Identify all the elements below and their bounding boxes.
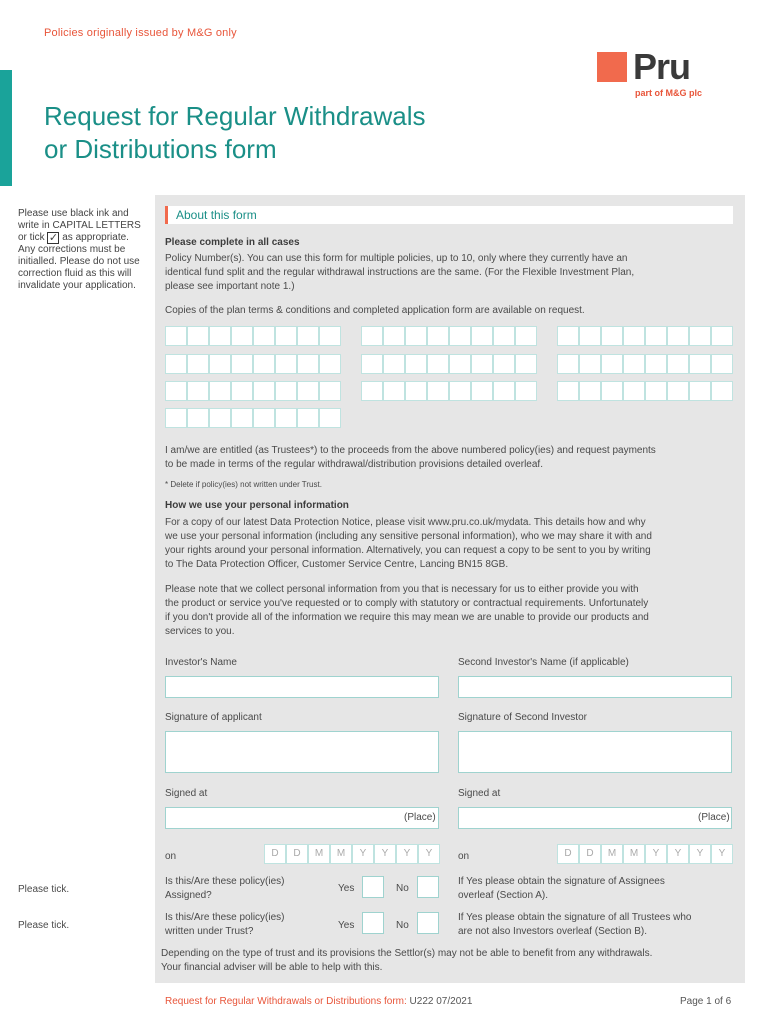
policy-number-3[interactable] bbox=[557, 326, 733, 346]
privacy-line-2: we use your personal information (including any sensitive personal information), who we may share it with and bbox=[165, 531, 652, 542]
page-title bbox=[44, 100, 426, 166]
tick-icon: ✓ bbox=[48, 232, 59, 244]
please-tick-2: Please tick. bbox=[18, 920, 70, 931]
policy-number-9[interactable] bbox=[557, 381, 733, 401]
signed-at-input-2[interactable] bbox=[458, 807, 732, 829]
signature-second-label: Signature of Second Investor bbox=[458, 712, 587, 723]
policy-number-1[interactable] bbox=[165, 326, 341, 346]
place-label-1: (Place) bbox=[404, 812, 436, 823]
privacy-line-3: your rights around your personal information. Alternatively, you can request a copy to be sent to you by writing bbox=[165, 545, 651, 556]
policy-number-7[interactable] bbox=[165, 381, 341, 401]
logo-word: Pru bbox=[633, 46, 691, 87]
instructions-a: Please use black ink and write in CAPITAL LETTERS or tick bbox=[18, 208, 141, 243]
delete-note: * Delete if policy(ies) not written under Trust. bbox=[165, 480, 322, 489]
pru-logo bbox=[597, 46, 727, 100]
title-line-1: Request for Regular Withdrawals bbox=[44, 101, 426, 131]
signature-applicant-box[interactable] bbox=[165, 731, 439, 773]
q1-line-2: Assigned? bbox=[165, 890, 212, 901]
q1-yes-checkbox[interactable] bbox=[362, 876, 384, 898]
signature-applicant-label: Signature of applicant bbox=[165, 712, 262, 723]
q2-note-line-1: If Yes please obtain the signature of all Trustees who bbox=[458, 912, 692, 923]
policy-para-2: identical fund split and the regular withdrawal instructions are the same. (For the Flexible Investment Plan, bbox=[165, 267, 635, 278]
signature-second-box[interactable] bbox=[458, 731, 732, 773]
q1-no-checkbox[interactable] bbox=[417, 876, 439, 898]
side-instructions bbox=[18, 208, 148, 292]
collect-line-2: the product or service you've requested or to comply with statutory or contractual requirements. Unfortunately bbox=[165, 598, 649, 609]
policy-number-8[interactable] bbox=[361, 381, 537, 401]
signed-at-input-1[interactable] bbox=[165, 807, 439, 829]
q1-note-line-1: If Yes please obtain the signature of Assignees bbox=[458, 876, 665, 887]
policy-number-6[interactable] bbox=[557, 354, 733, 374]
footer-form-name bbox=[165, 996, 472, 1007]
section-marker bbox=[165, 206, 168, 224]
closing-line-2: Your financial adviser will be able to help with this. bbox=[161, 962, 383, 973]
q1-note-line-2: overleaf (Section A). bbox=[458, 890, 549, 901]
date-input-2[interactable]: D D M M Y Y Y Y bbox=[557, 844, 733, 864]
signed-at-label-1: Signed at bbox=[165, 788, 208, 799]
copies-para: Copies of the plan terms & conditions and completed application form are available on request. bbox=[165, 305, 585, 316]
q2-yes-checkbox[interactable] bbox=[362, 912, 384, 934]
policy-number-4[interactable] bbox=[165, 354, 341, 374]
policy-number-10[interactable] bbox=[165, 408, 341, 428]
logo-square bbox=[597, 52, 627, 82]
subheading: Please complete in all cases bbox=[165, 237, 300, 248]
q1-no-label: No bbox=[396, 883, 409, 894]
q1-line-1: Is this/Are these policy(ies) bbox=[165, 876, 285, 887]
logo-subtitle: part of M&G plc bbox=[635, 88, 702, 98]
accent-bar bbox=[0, 70, 12, 186]
entitled-line-1: I am/we are entitled (as Trustees*) to the proceeds from the above numbered policy(ies) and request payments bbox=[165, 445, 656, 456]
q1-yes-label: Yes bbox=[338, 883, 355, 894]
on-label-1: on bbox=[165, 851, 177, 862]
q2-yes-label: Yes bbox=[338, 920, 355, 931]
place-label-2: (Place) bbox=[698, 812, 730, 823]
date-input-1[interactable]: D D M M Y Y Y Y bbox=[264, 844, 440, 864]
second-investor-name-label: Second Investor's Name (if applicable) bbox=[458, 657, 629, 668]
policy-para-3: please see important note 1.) bbox=[165, 281, 295, 292]
signed-at-label-2: Signed at bbox=[458, 788, 501, 799]
q2-line-2: written under Trust? bbox=[165, 926, 254, 937]
policy-number-2[interactable] bbox=[361, 326, 537, 346]
collect-line-3: if you don't provide all of the information we require this may mean we are unable to provide our products and bbox=[165, 612, 649, 623]
investor-name-label: Investor's Name bbox=[165, 657, 237, 668]
privacy-line-1: For a copy of our latest Data Protection Notice, please visit www.pru.co.uk/mydata. This details how and why bbox=[165, 517, 646, 528]
entitled-line-2: to be made in terms of the regular withdrawal/distribution provisions detailed overleaf. bbox=[165, 459, 543, 470]
title-line-2: or Distributions form bbox=[44, 134, 277, 164]
section-header bbox=[165, 206, 733, 224]
top-note: Policies originally issued by M&G only bbox=[44, 27, 237, 39]
q2-line-1: Is this/Are these policy(ies) bbox=[165, 912, 285, 923]
section-heading: About this form bbox=[176, 208, 257, 222]
collect-line-1: Please note that we collect personal information from you that is necessary for us to either provide you with bbox=[165, 584, 639, 595]
page-number: Page 1 of 6 bbox=[680, 996, 732, 1007]
privacy-line-4: to The Data Protection Officer, Customer Service Centre, Lancing BN15 8GB. bbox=[165, 559, 509, 570]
q2-no-checkbox[interactable] bbox=[417, 912, 439, 934]
collect-line-4: services to you. bbox=[165, 626, 235, 637]
instructions-b: as appropriate. Any corrections must be initialled. Please do not use correction fluid as this will invalidate your application. bbox=[18, 232, 140, 291]
q2-note-line-2: are not also Investors overleaf (Section B). bbox=[458, 926, 647, 937]
on-label-2: on bbox=[458, 851, 470, 862]
investor-name-input[interactable] bbox=[165, 676, 439, 698]
policy-number-5[interactable] bbox=[361, 354, 537, 374]
privacy-heading: How we use your personal information bbox=[165, 500, 349, 511]
closing-line-1: Depending on the type of trust and its provisions the Settlor(s) may not be able to benefit from any withdrawals. bbox=[161, 948, 653, 959]
second-investor-name-input[interactable] bbox=[458, 676, 732, 698]
policy-para-1: Policy Number(s). You can use this form for multiple policies, up to 10, only where they currently have an bbox=[165, 253, 628, 264]
footer-form-code: U222 07/2021 bbox=[406, 996, 473, 1007]
footer-form-title: Request for Regular Withdrawals or Distributions form: bbox=[165, 996, 407, 1007]
q2-no-label: No bbox=[396, 920, 409, 931]
please-tick-1: Please tick. bbox=[18, 884, 70, 895]
